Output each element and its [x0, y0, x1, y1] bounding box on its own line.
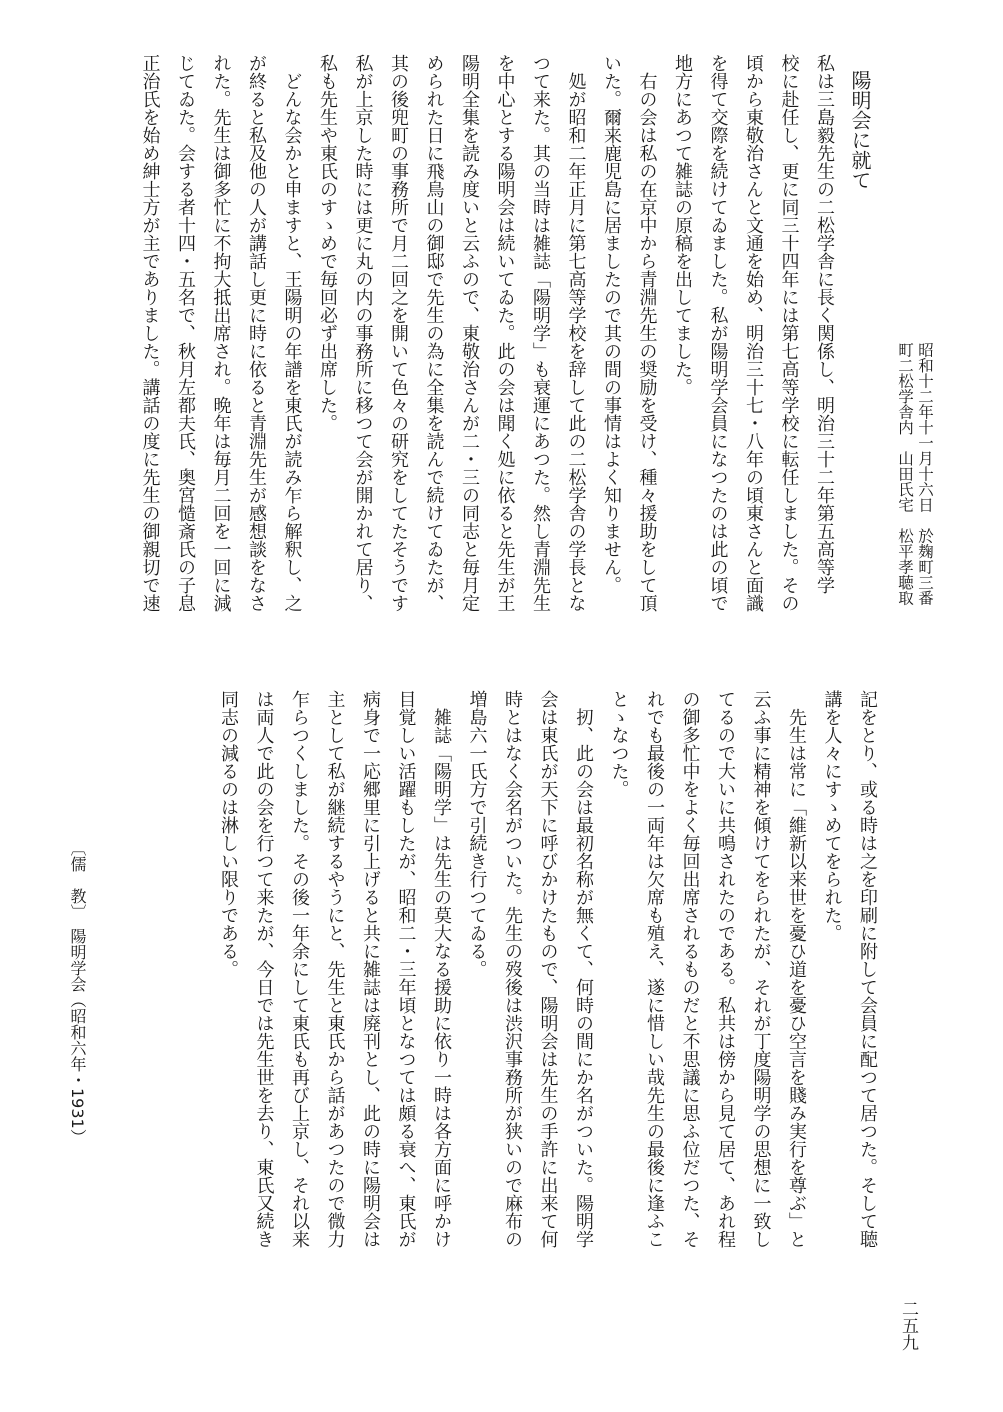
- text-column: てるので大いに共鳴されたのである。私共は傍から見て居て、あれ程: [715, 690, 736, 1248]
- text-column: 地方にあつて雑誌の原稿を出してました。: [672, 54, 693, 396]
- text-column: が終ると私及他の人が講話し更に時に依ると青淵先生が感想談をなさ: [246, 54, 267, 612]
- text-column: は両人で此の会を行つて来たが、今日では先生世を去り、東氏又続き: [253, 690, 275, 1248]
- text-column: 目覚しい活躍もしたが、昭和二・三年頃となつては頗る衰へ、東氏が: [395, 690, 417, 1248]
- text-column: められた日に飛鳥山の御邸で先生の為に全集を読んで続けてゐたが、: [423, 54, 445, 612]
- text-column: を中心とする陽明会は続いてゐた。此の会は聞く処に依ると先生が王: [494, 54, 516, 612]
- interview-note-line-2: 町二松学舎内 山田氏宅 松平孝聴取: [896, 342, 914, 606]
- text-column: 増島六一氏方で引続き行つてゐる。: [466, 690, 488, 978]
- text-column: 私は三島毅先生の二松学舎に長く関係し、明治三十二年第五高等学: [814, 54, 835, 594]
- text-column: 正治氏を始め紳士方が主でありました。講話の度に先生の御親切で速: [139, 54, 161, 612]
- text-column: 乍らつくしました。その後一年余にして東氏も再び上京し、それ以来: [289, 690, 310, 1248]
- text-column: 記をとり、或る時は之を印刷に附して会員に配つて居つた。そして聴: [857, 690, 878, 1248]
- text-column: 主として私が継続するやうにと、先生と東氏から話があつたので微力: [324, 690, 346, 1248]
- text-column: 扨、此の会は最初名称が無くて、何時の間にか名がついた。陽明学: [573, 708, 594, 1248]
- text-column: 時とはなく会名がついた。先生の歿後は渋沢事務所が狭いので麻布の: [502, 690, 523, 1248]
- text-column: つて来た。其の当時は雑誌「陽明学」も衰運にあつた。然し青淵先生: [530, 54, 551, 612]
- text-column: 校に赴任し、更に同三十四年には第七高等学校に転任しました。その: [778, 54, 800, 612]
- interview-note-line-1: 昭和十二年十一月十六日 於麹町三番: [916, 342, 934, 606]
- text-column: 云ふ事に精神を傾けてをられたが、それが丁度陽明学の思想に一致し: [750, 690, 772, 1248]
- text-column: どんな会かと申ますと、王陽明の年譜を東氏が読み乍ら解釈し、之: [281, 72, 303, 612]
- text-column: の御多忙中をよく毎回出席されるものだと不思議に思ふ位だつた、そ: [679, 690, 701, 1248]
- text-column: 頃から東敬治さんと文通を始め、明治三十七・八年の頃東さんと面識: [743, 54, 764, 612]
- text-column: 私が上京した時には更に丸の内の事務所に移つて会が開かれて居り、: [352, 54, 374, 612]
- text-column: を得て交際を続けてゐました。私が陽明学会員になつたのは此の頃で: [707, 54, 729, 612]
- text-column: 処が昭和二年正月に第七高等学校を辞して此の二松学舎の学長とな: [565, 72, 587, 612]
- text-column: 先生は常に「維新以来世を憂ひ道を憂ひ空言を賤み実行を尊ぶ」と: [786, 708, 807, 1248]
- text-column: 講を人々にすゝめてをられた。: [821, 690, 843, 942]
- text-column: 陽明全集を読み度いと云ふので、東敬治さんが二・三の同志と毎月定: [459, 54, 480, 612]
- text-column: じてゐた。会する者十四・五名で、秋月左都夫氏、奥宮慥斎氏の子息: [175, 54, 196, 612]
- page-number: 二五九: [898, 1300, 918, 1351]
- text-column: 雑誌「陽明学」は先生の莫大なる援助に依り一時は各方面に呼かけ: [431, 708, 452, 1248]
- text-column: 右の会は私の在京中から青淵先生の奨励を受け、種々援助をして頂: [636, 72, 658, 612]
- text-column: れでも最後の一両年は欠席も殖え、遂に惜しい哉先生の最後に逢ふこ: [644, 690, 665, 1248]
- text-column: いた。爾来鹿児島に居ましたので其の間の事情はよく知りません。: [601, 54, 622, 594]
- text-column: 同志の減るのは淋しい限りである。: [218, 690, 239, 978]
- text-column: 其の後兜町の事務所で月二回之を開いて色々の研究をしてたそうです: [388, 54, 409, 612]
- text-column: れた。先生は御多忙に不拘大抵出席され。晩年は毎月二回を一回に減: [210, 54, 232, 612]
- footer-source: 〔儒 教〕 陽明学会（昭和六年・1931）: [68, 840, 87, 1145]
- text-column: 病身で一応郷里に引上げると共に雑誌は廃刊とし、此の時に陽明会は: [360, 690, 381, 1248]
- text-column: 私も先生や東氏のすゝめで毎回必ず出席した。: [317, 54, 338, 432]
- article-title: 陽明会に就て: [848, 70, 872, 190]
- text-column: 会は東氏が天下に呼びかけたもので、陽明会は先生の手許に出来て何: [537, 690, 559, 1248]
- text-column: とゝなつた。: [608, 690, 630, 798]
